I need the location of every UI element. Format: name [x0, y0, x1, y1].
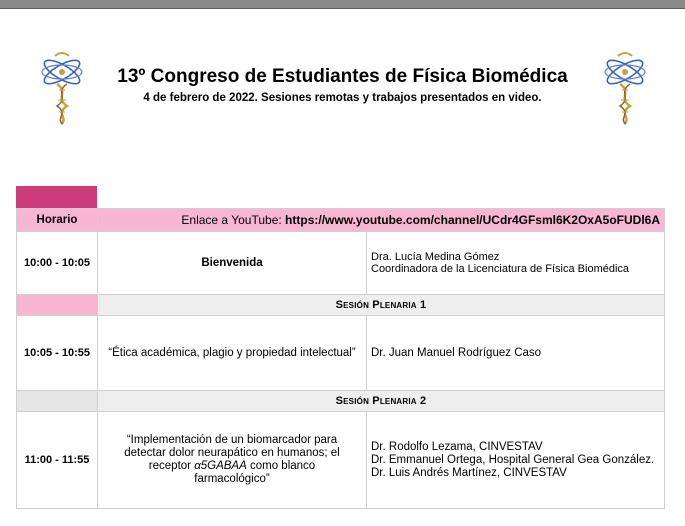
event-receptor: α5GABAA	[194, 460, 247, 472]
row-event: Bienvenida	[98, 232, 367, 295]
row-event	[98, 412, 367, 509]
session-title: Sesión Plenaria 2	[98, 391, 665, 412]
youtube-link-prefix: Enlace a YouTube:	[181, 213, 286, 227]
page-title: 13º Congreso de Estudiantes de Física Biomédica	[117, 66, 568, 87]
table-row	[17, 316, 665, 391]
session-row	[17, 295, 665, 316]
header-time: Horario	[17, 209, 98, 232]
speaker-name: Dr. Emmanuel Ortega, Hospital General Gea González.	[371, 453, 655, 466]
row-time: 10:00 - 10:05	[17, 232, 98, 295]
event-text-end: como blanco farmacológico”	[194, 460, 316, 485]
schedule-table	[16, 208, 665, 509]
speaker-affiliation: Coordinadora de la Licenciatura de Física Biomédica	[371, 263, 630, 275]
speaker-name: Dr. Juan Manuel Rodríguez Caso	[371, 347, 542, 359]
table-tab-accent	[16, 186, 97, 208]
table-header-row	[17, 209, 665, 232]
row-time: 11:00 - 11:55	[17, 412, 98, 509]
table-row	[17, 412, 665, 509]
event-text-start: “Implementación de un biomarcador para detectar dolor neurapático en humanos; el receptor	[124, 434, 340, 472]
row-people	[367, 232, 665, 295]
session-marker	[17, 391, 98, 412]
page-subtitle: 4 de febrero de 2022. Sesiones remotas y trabajos presentados en video.	[143, 92, 542, 104]
youtube-link[interactable]: https://www.youtube.com/channel/UCdr4GFsml6K2OxA5oFUDl6A	[285, 213, 660, 227]
speaker-name: Dr. Rodolfo Lezama, CINVESTAV	[371, 440, 543, 453]
row-time: 10:05 - 10:55	[17, 316, 98, 391]
row-people	[367, 316, 665, 391]
speaker-name: Dra. Lucía Medina Gómez	[371, 251, 500, 263]
row-event: “Ética académica, plagio y propiedad intelectual”	[98, 316, 367, 391]
youtube-link-cell[interactable]	[98, 209, 665, 232]
session-row	[17, 391, 665, 412]
speaker-name: Dr. Luis Andrés Martínez, CINVESTAV	[371, 466, 567, 479]
top-bar	[0, 0, 685, 9]
session-marker	[17, 295, 98, 316]
session-title: Sesión Plenaria 1	[98, 295, 665, 316]
row-people	[367, 412, 665, 509]
table-row	[17, 232, 665, 295]
